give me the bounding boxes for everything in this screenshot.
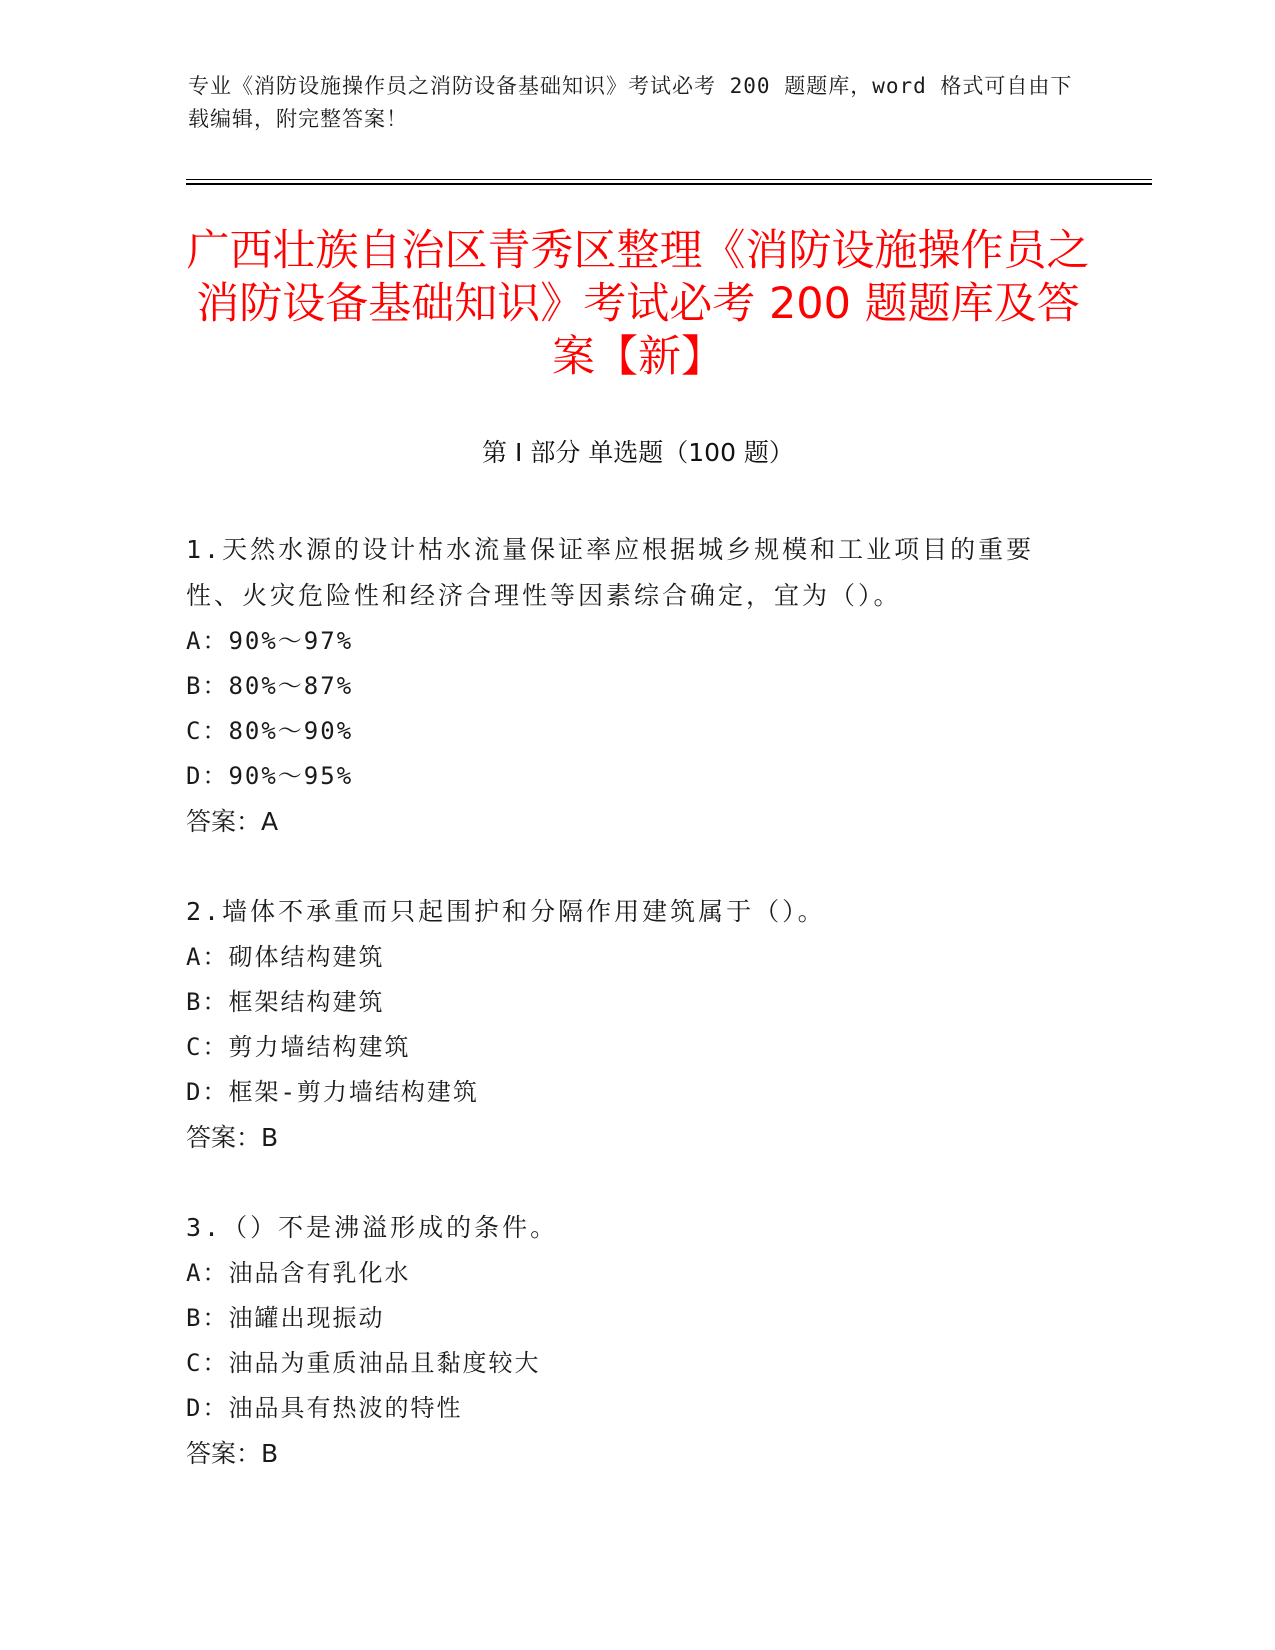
document-title: 广西壮族自治区青秀区整理《消防设施操作员之消防设备基础知识》考试必考 200 题题库及答案【新】 xyxy=(186,226,1090,382)
option-b: B：80%～87% xyxy=(186,672,354,700)
question-stem: 1.天然水源的设计枯水流量保证率应根据城乡规模和工业项目的重要性、火灾危险性和经济合理性等因素综合确定，宜为（）。 xyxy=(186,535,1035,610)
question-spacer xyxy=(186,845,1076,889)
header-note: 专业《消防设施操作员之消防设备基础知识》考试必考 200 题题库，word 格式可自由下载编辑，附完整答案！ xyxy=(188,74,1073,131)
question-3 xyxy=(186,1205,1076,1477)
option-d: D：框架-剪力墙结构建筑 xyxy=(186,1078,479,1106)
option-a: A：油品含有乳化水 xyxy=(186,1259,411,1287)
header-divider-thin xyxy=(186,179,1152,180)
question-spacer xyxy=(186,1161,1076,1205)
answer: 答案：B xyxy=(186,1123,279,1152)
answer: 答案：B xyxy=(186,1439,279,1468)
question-stem: 2.墙体不承重而只起围护和分隔作用建筑属于（）。 xyxy=(186,897,826,926)
option-d: D：油品具有热波的特性 xyxy=(186,1394,463,1422)
option-b: B：油罐出现振动 xyxy=(186,1304,385,1332)
question-list xyxy=(186,527,1076,1477)
section-title: 第 I 部分 单选题（100 题） xyxy=(482,438,794,467)
option-d: D：90%～95% xyxy=(186,762,354,790)
header-divider-thick xyxy=(186,183,1152,185)
question-stem: 3.（）不是沸溢形成的条件。 xyxy=(186,1213,559,1242)
option-b: B：框架结构建筑 xyxy=(186,988,385,1016)
question-1 xyxy=(186,527,1076,845)
option-a: A：90%～97% xyxy=(186,627,354,655)
question-2 xyxy=(186,889,1076,1161)
option-c: C：80%～90% xyxy=(186,717,354,745)
option-a: A：砌体结构建筑 xyxy=(186,943,385,971)
option-c: C：剪力墙结构建筑 xyxy=(186,1033,411,1061)
answer: 答案：A xyxy=(186,807,279,836)
option-c: C：油品为重质油品且黏度较大 xyxy=(186,1349,541,1377)
